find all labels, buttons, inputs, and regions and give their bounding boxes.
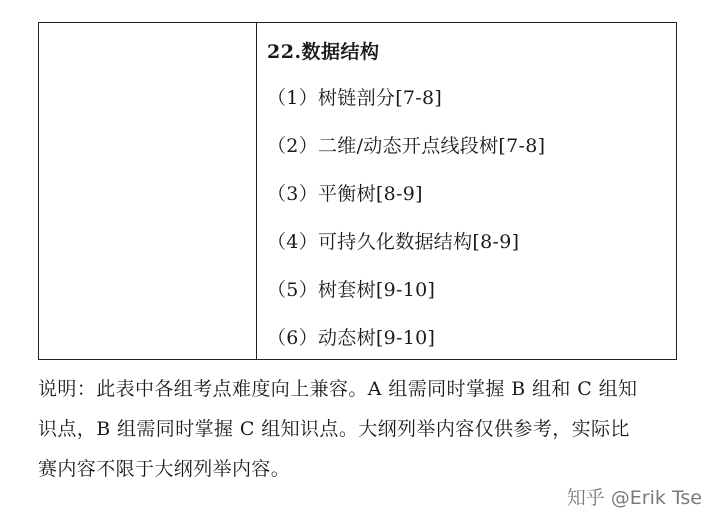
topic-item: （1）树链剖分[7-8] — [267, 87, 443, 109]
topic-item: （3）平衡树[8-9] — [267, 183, 423, 205]
explanatory-note — [38, 369, 693, 489]
topic-item: （2）二维/动态开点线段树[7-8] — [267, 135, 546, 157]
note-line: 赛内容不限于大纲列举内容。 — [38, 458, 291, 480]
topic-list — [267, 81, 545, 369]
table-left-cell — [39, 23, 257, 359]
section-title: 22.数据结构 — [267, 41, 380, 63]
topic-item: （5）树套树[9-10] — [267, 279, 436, 301]
table-right-cell — [257, 23, 676, 359]
note-line: 识点，B 组需同时掌握 C 组知识点。大纲列举内容仅供参考，实际比 — [38, 418, 630, 440]
watermark: 知乎 @Erik Tse — [566, 487, 702, 509]
topic-item: （4）可持久化数据结构[8-9] — [267, 231, 520, 253]
topic-item: （6）动态树[9-10] — [267, 327, 436, 349]
note-line: 说明：此表中各组考点难度向上兼容。A 组需同时掌握 B 组和 C 组知 — [38, 378, 638, 400]
syllabus-table — [38, 22, 677, 360]
